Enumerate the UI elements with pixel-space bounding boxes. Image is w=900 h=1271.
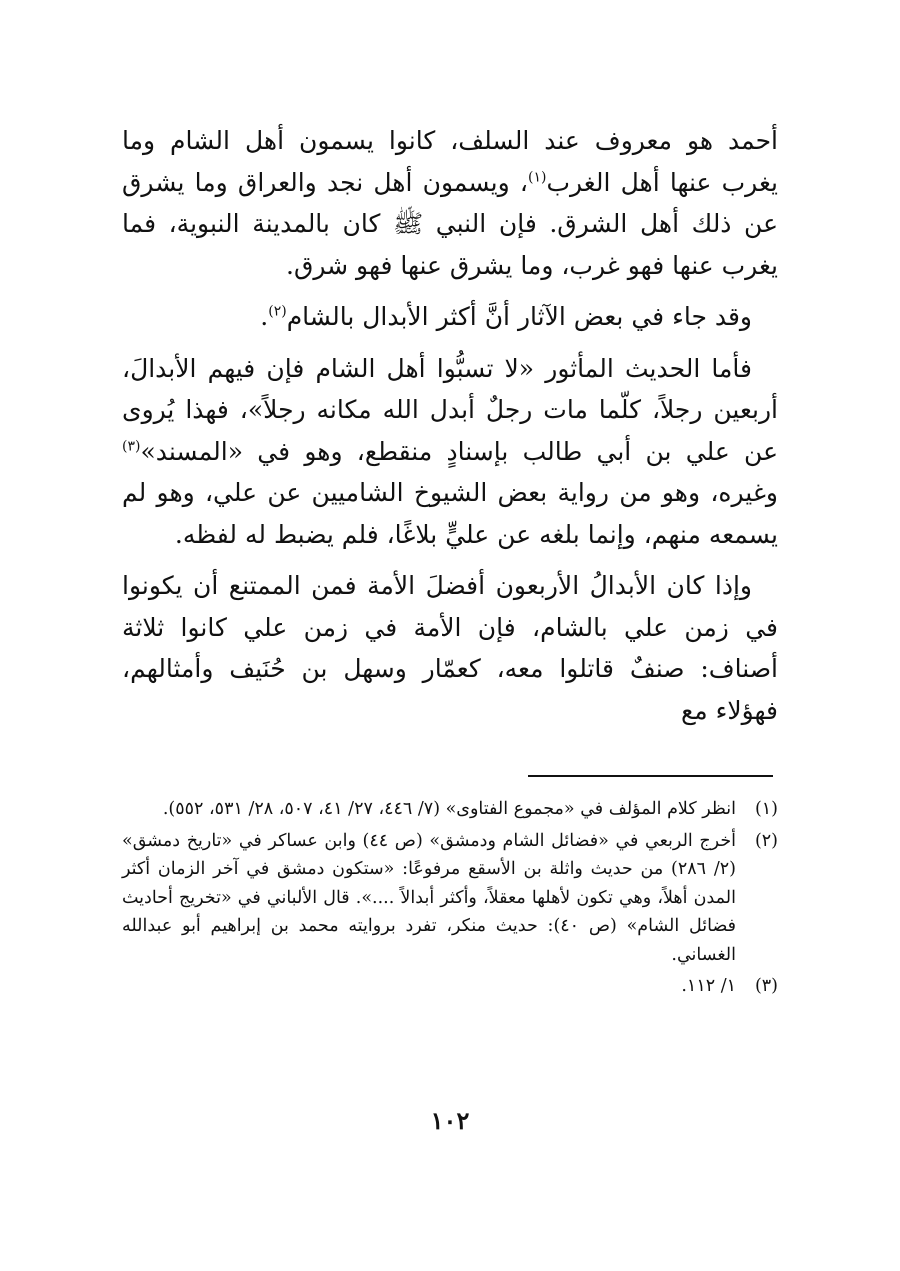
paragraph-1-part-a: أحمد هو معروف عند السلف، كانوا يسمون أهل الشام وما يغرب عنها أهل الغرب — [122, 126, 778, 197]
paragraph-4: وإذا كان الأبدالُ الأربعون أفضلَ الأمة فمن الممتنع أن يكونوا في زمن علي بالشام، فإن الأمة في زمن علي كانوا ثلاثة أصناف: صنفٌ قاتلوا معه، كعمّار وسهل بن حُنَيف وأمثالهم، فهؤلاء مع — [122, 571, 778, 725]
footnotes-section — [122, 795, 778, 1004]
paragraph-1 — [122, 120, 778, 286]
footnote-2-text: أخرج الربعي في «فضائل الشام ودمشق» (ص ٤٤) وابن عساكر في «تاريخ دمشق» (٢/ ٢٨٦) من حديث واثلة بن الأسقع مرفوعًا: «ستكون دمشق في آخر الزمان أكثر المدن أهلاً، وهي تكون لأهلها معقلاً، وأكثر أبدالاً ....». قال الألباني في «تخريج أحاديث فضائل الشام» (ص ٤٠): حديث منكر، تفرد بروايته محمد بن إبراهيم أبو عبدالله الغساني. — [122, 830, 737, 965]
footnote-ref-1[interactable]: (١) — [527, 169, 547, 186]
paragraph-3 — [122, 348, 778, 556]
footnote-3 — [122, 972, 778, 1001]
footnote-3-number: (٣) — [754, 976, 778, 996]
paragraph-3-part-a: فأما الحديث المأثور «لا تسبُّوا أهل الشام فإن فيهم الأبدالَ، أربعين رجلاً، كلّما مات رجلٌ أبدل الله مكانه رجلاً»، فهذا يُروى عن علي بن أبي طالب بإسنادٍ منقطع، وهو في «المسند» — [122, 353, 778, 466]
footnote-1-text: انظر كلام المؤلف في «مجموع الفتاوى» (٧/ ٤٤٦، ٢٧/ ٤١، ٥٠٧، ٢٨/ ٥٣١، ٥٥٢). — [162, 799, 736, 819]
page-number: ١٠٢ — [430, 1106, 470, 1135]
footnote-1 — [122, 795, 778, 824]
paragraph-2-part-b: . — [260, 302, 269, 331]
footnote-separator — [528, 775, 773, 777]
footnote-2 — [122, 827, 778, 970]
footnote-3-text: ١/ ١١٢. — [681, 976, 736, 996]
paragraph-1-part-b: ، ويسمون أهل نجد والعراق وما يشرق عن ذلك أهل الشرق. فإن النبي ﷺ كان بالمدينة النبوية، فما يغرب عنها فهو غرب، وما يشرق عنها فهو شرق. — [122, 167, 778, 280]
paragraph-3-part-b: وغيره، وهو من رواية بعض الشيوخ الشاميين عن علي، وهو لم يسمعه منهم، وإنما بلغه عن عليٍّ بلاغًا، فلم يضبط له لفظه. — [122, 478, 778, 549]
footnote-1-number: (١) — [754, 799, 778, 819]
main-text — [122, 120, 778, 731]
paragraph-2-part-a: وقد جاء في بعض الآثار أنَّ أكثر الأبدال بالشام — [286, 302, 752, 331]
footnote-ref-2[interactable]: (٢) — [268, 303, 287, 320]
footnote-ref-3[interactable]: (٣) — [122, 438, 141, 455]
footnote-2-number: (٢) — [754, 830, 778, 851]
paragraph-2 — [122, 296, 778, 338]
